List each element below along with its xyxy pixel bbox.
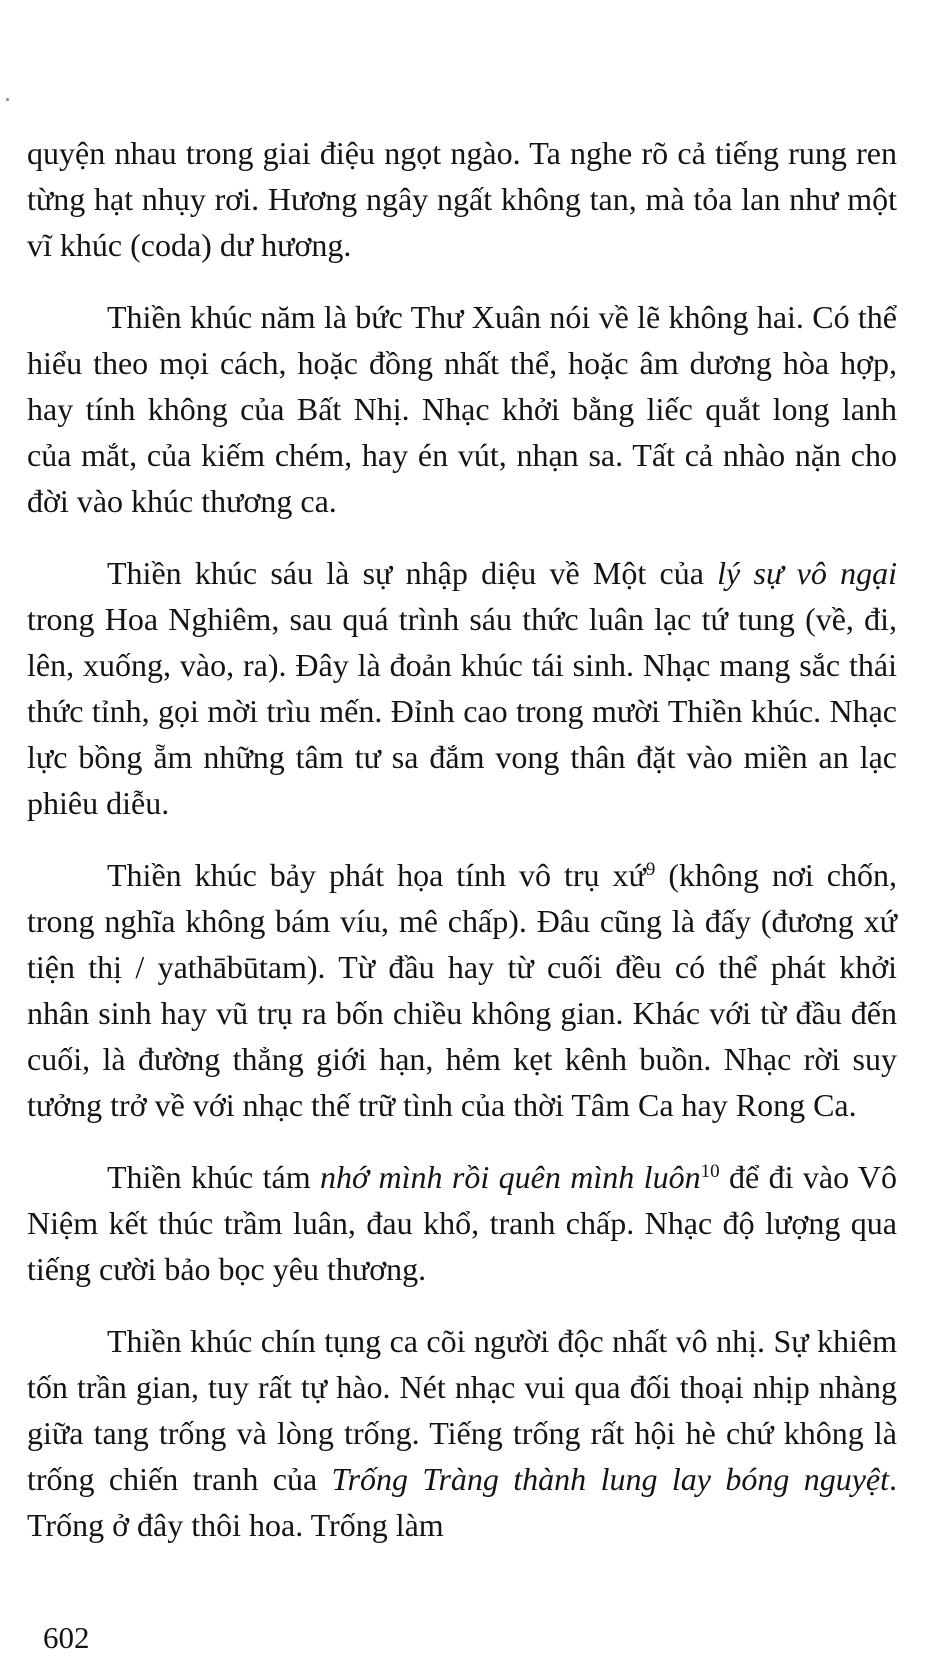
- paragraph-text: Thiền khúc bảy phát họa tính vô trụ xứ: [107, 857, 646, 893]
- paragraph-text: (không nơi chốn, trong nghĩa không bám víu, mê chấp). Đâu cũng là đấy (đương xứ tiện thị / yathābūtam). Từ đầu hay từ cuối đều có thể phát khởi nhân sinh hay vũ trụ ra bốn chiều không gian. Khác với từ đầu đến cuối, là đường thẳng giới hạn, hẻm kẹt kênh buồn. Nhạc rời suy tưởng trở về với nhạc thế trữ tình của thời Tâm Ca hay Rong Ca.: [27, 857, 898, 1123]
- paragraph-text: Thiền khúc năm là bức Thư Xuân nói về lẽ không hai. Có thể hiểu theo mọi cách, hoặc đồng nhất thể, hoặc âm dương hòa hợp, hay tính không của Bất Nhị. Nhạc khởi bằng liếc quắt long lanh của mắt, của kiếm chém, hay én vút, nhạn sa. Tất cả nhào nặn cho đời vào khúc thương ca.: [27, 299, 897, 519]
- paragraph-text: để đi vào Vô Niệm kết thúc trầm luân, đau khổ, tranh chấp. Nhạc độ lượng qua tiếng cười bảo bọc yêu thương.: [27, 1159, 898, 1287]
- scan-speck: [6, 98, 9, 101]
- paragraph-text: Thiền khúc sáu là sự nhập diệu về Một của: [107, 555, 718, 591]
- footnote-ref: 10: [700, 1161, 720, 1182]
- italic-text: Trống Tràng thành lung lay bóng nguyệt: [331, 1461, 890, 1497]
- paragraph: [27, 130, 897, 268]
- page-number: 602: [43, 1620, 90, 1655]
- paragraph: [27, 1318, 897, 1548]
- paragraph-text: . Trống ở đây thôi hoa. Trống làm: [27, 1461, 898, 1543]
- paragraph-text: trong Hoa Nghiêm, sau quá trình sáu thức luân lạc tứ tung (về, đi, lên, xuống, vào, ra). Đây là đoản khúc tái sinh. Nhạc mang sắc thái thức tỉnh, gọi mời trìu mến. Đỉnh cao trong mười Thiền khúc. Nhạc lực bồng ẵm những tâm tư sa đắm vong thân đặt vào miền an lạc phiêu diễu.: [27, 601, 897, 821]
- body-text: [27, 130, 897, 1574]
- paragraph: [27, 294, 897, 524]
- paragraph: [27, 550, 897, 826]
- paragraph-text: quyện nhau trong giai điệu ngọt ngào. Ta nghe rõ cả tiếng rung ren từng hạt nhụy rơi. Hương ngây ngất không tan, mà tỏa lan như một vĩ khúc (coda) dư hương.: [27, 135, 897, 263]
- footnote-ref: 9: [645, 859, 656, 880]
- paragraph-text: Thiền khúc chín tụng ca cõi người độc nhất vô nhị. Sự khiêm tốn trần gian, tuy rất tự hào. Nét nhạc vui qua đối thoại nhịp nhàng giữa tang trống và lòng trống. Tiếng trống rất hội hè chứ không là trống chiến tranh của: [27, 1323, 897, 1497]
- paragraph-text: Thiền khúc tám: [107, 1159, 321, 1195]
- paragraph: [27, 852, 897, 1128]
- italic-text: lý sự vô ngại: [717, 555, 898, 591]
- italic-text: nhớ mình rồi quên mình luôn: [320, 1159, 701, 1195]
- paragraph: [27, 1154, 897, 1292]
